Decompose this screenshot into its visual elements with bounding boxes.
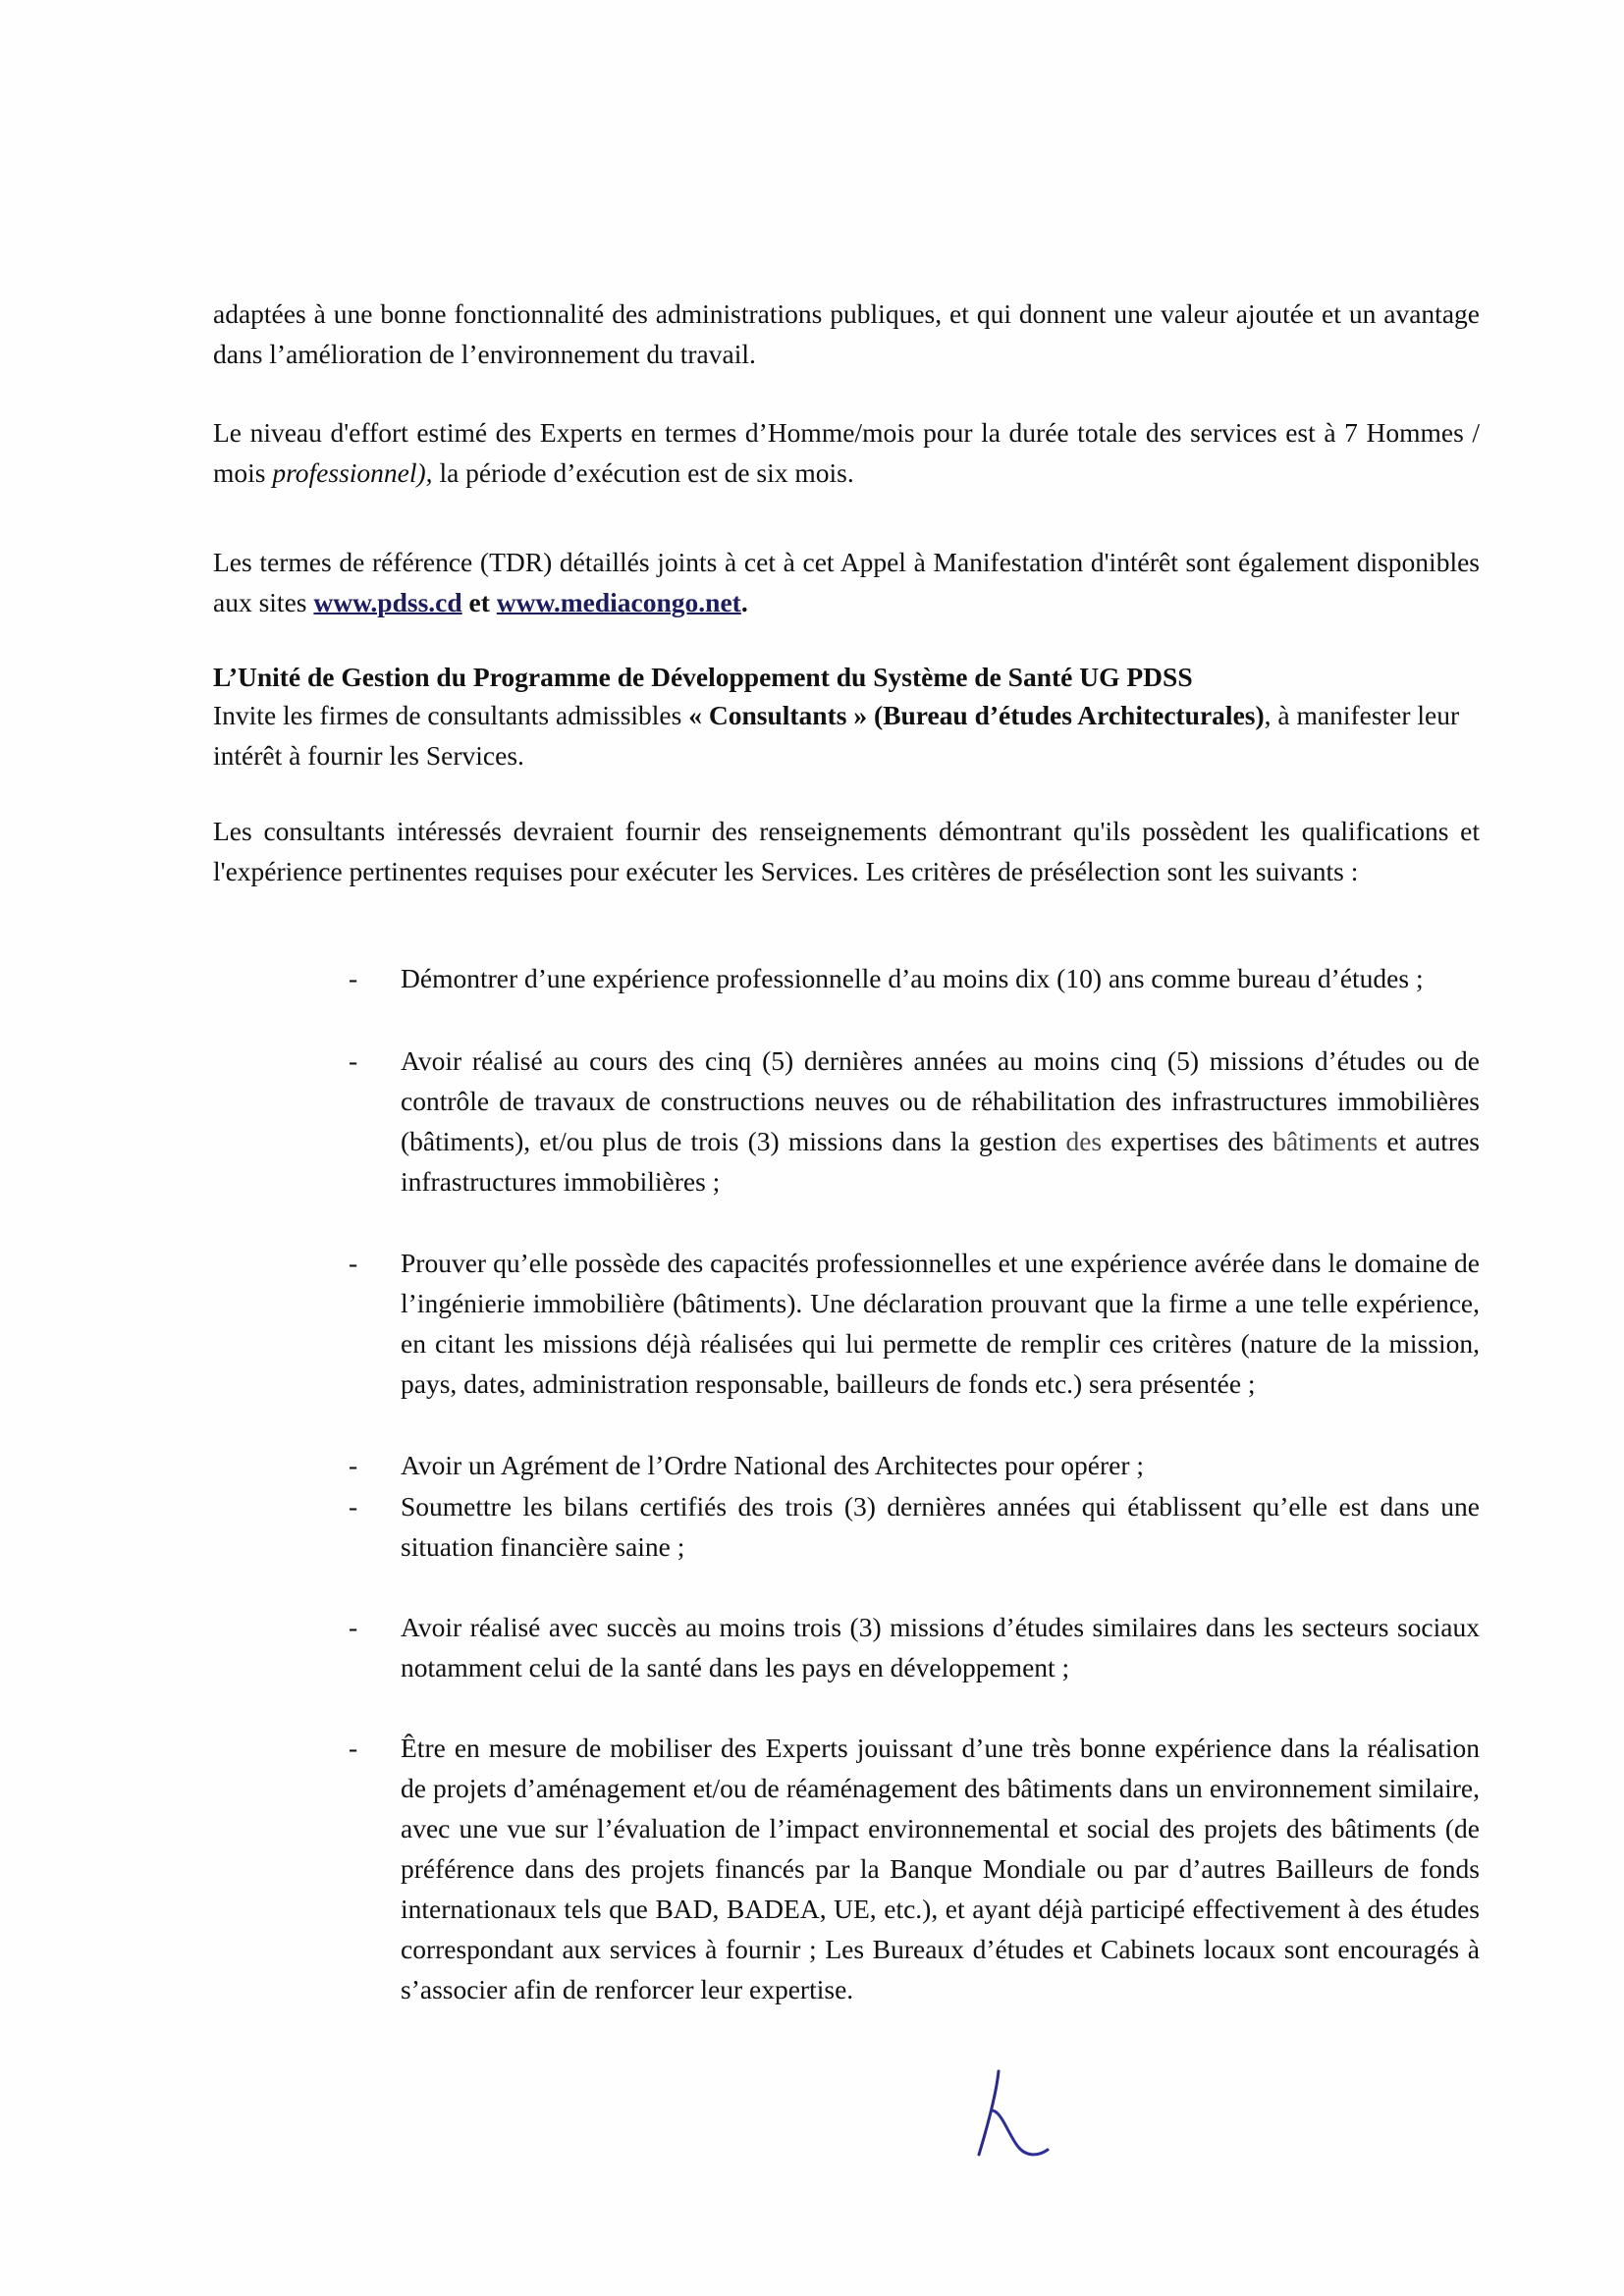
faded-text: bâtiments [1272,1126,1379,1156]
paragraph-text: adaptées à une bonne fonctionnalité des administrations publiques, et qui donnent une valeur ajoutée et un avantage dans l’amélioration de l’environnement du travail. [213,298,1480,369]
link-mediacongo[interactable]: www.mediacongo.net [496,586,741,617]
paragraph-text: Les consultants intéressés devraient fournir des renseignements démontrant qu'ils possèdent les qualifications et l'expérience pertinentes requises pour exécuter les Services. Les critères de présélection sont les suivants : [213,816,1480,886]
bullet-dash-icon: - [349,963,358,993]
bullet-dash-icon: - [349,1612,358,1642]
bold-text: (Bureau d’études Architecturales) [873,700,1265,730]
bullet-dash-icon: - [349,1248,358,1278]
paragraph-effort [213,413,1480,493]
paragraph-text: , à manifester leur intérêt à fournir les Services. [213,700,1460,771]
heading-text: L’Unité de Gestion du Programme de Développement du Système de Santé UG PDSS [213,662,1193,692]
criteria-text: Prouver qu’elle possède des capacités professionnelles et une expérience avérée dans le domaine de l’ingénierie immobilière (bâtiments). Une déclaration prouvant que la firme a une telle expérience, en citant les missions déjà réalisées qui lui permette de remplir ces critères (nature de la mission, pays, dates, administration responsable, bailleurs de fonds etc.) sera présentée ; [401,1248,1480,1399]
faded-text: des [1065,1126,1103,1156]
period-text: . [740,586,748,617]
bullet-dash-icon: - [349,1733,358,1763]
italic-text: professionnel), [272,456,433,488]
bold-text: « Consultants » [688,700,868,730]
criteria-text-part: Avoir réalisé au cours des cinq (5) dernières années au moins cinq (5) missions d’études ou de contrôle de travaux de constructions neuves ou de réhabilitation des infrastructures immobilières (bâtiments), et/ou plus de trois (3) missions dans la gestion [401,1045,1480,1156]
criteria-text [401,1041,1480,1201]
paragraph-invitation [213,696,1480,775]
section-heading [213,658,1480,698]
criteria-text: Avoir réalisé avec succès au moins trois (3) missions d’études similaires dans les secteurs sociaux notamment celui de la santé dans les pays en développement ; [401,1612,1480,1682]
criteria-item [349,1243,1480,1404]
bullet-dash-icon: - [349,1450,358,1480]
paragraph-text: la période d’exécution est de six mois. [432,456,854,488]
paragraph-text: Invite les firmes de consultants admissibles [213,700,689,730]
paragraph-context [213,294,1480,374]
criteria-text-part: expertises des [1102,1126,1273,1156]
paragraph-text: Les termes de référence (TDR) détaillés joints à cet à cet Appel à Manifestation d'intérêt sont également disponibles aux sites [213,547,1480,617]
bullet-dash-icon: - [349,1491,358,1522]
criteria-item [349,1607,1480,1687]
criteria-item [349,1445,1480,1485]
link-pdss[interactable]: www.pdss.cd [313,586,462,617]
criteria-item [349,958,1480,998]
criteria-text: Démontrer d’une expérience professionnelle d’au moins dix (10) ans comme bureau d’études ; [401,963,1424,993]
criteria-item [349,1486,1480,1567]
bullet-dash-icon: - [349,1045,358,1076]
paragraph-tdr [213,543,1480,622]
criteria-text: Avoir un Agrément de l’Ordre National des Architectes pour opérer ; [401,1450,1145,1480]
paragraph-text: Le niveau d'effort estimé des Experts en termes d’Homme/mois pour la durée totale des services est à 7 Hommes / mois [213,417,1480,488]
criteria-text: Soumettre les bilans certifiés des trois (3) dernières années qui établissent qu’elle est dans une situation financière saine ; [401,1491,1480,1562]
space [867,700,874,730]
signature-initial-icon [977,2066,1065,2169]
paragraph-requirements [213,812,1480,891]
criteria-item [349,1041,1480,1201]
criteria-text: Être en mesure de mobiliser des Experts jouissant d’une très bonne expérience dans la réalisation de projets d’aménagement et/ou de réaménagement des bâtiments dans un environnement similaire, avec une vue sur l’évaluation de l’impact environnemental et social des projets des bâtiments (de préférence dans des projets financés par la Banque Mondiale ou par d’autres Bailleurs de fonds internationaux tels que BAD, BADEA, UE, etc.), et ayant déjà participé effectivement à des études correspondant aux services à fournir ; Les Bureaux d’études et Cabinets locaux sont encouragés à s’associer afin de renforcer leur expertise. [401,1733,1480,2004]
criteria-item [349,1728,1480,2009]
conjunction-text: et [461,586,497,617]
criteria-text-part: et autres infrastructures immobilières ; [401,1126,1481,1197]
